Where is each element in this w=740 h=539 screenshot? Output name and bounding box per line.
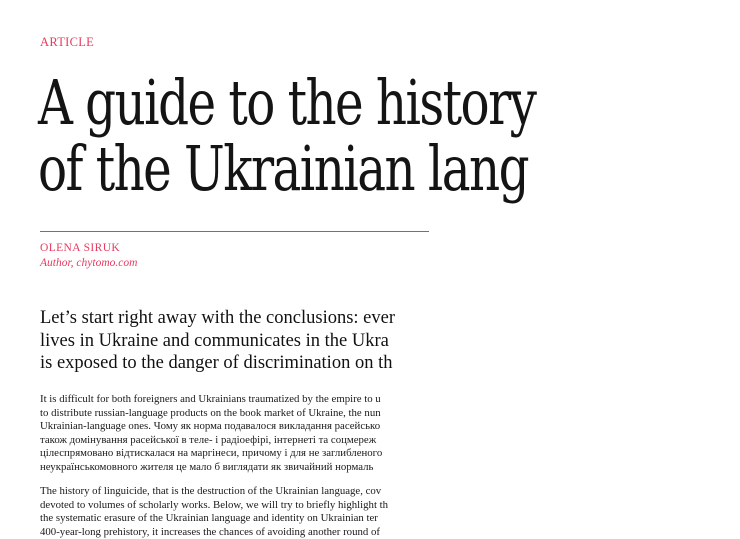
body-line: the systematic erasure of the Ukrainian language and identity on Ukrainian ter bbox=[40, 512, 378, 525]
article-lead bbox=[40, 307, 740, 375]
title-divider bbox=[40, 231, 429, 232]
body-line: 400-year-long prehistory, it increases the chances of avoiding another round of bbox=[40, 525, 380, 538]
body-line: to distribute russian-language products on the book market of Ukraine, the nun bbox=[40, 406, 381, 419]
body-line: цілеспрямовано відтискалася на маргінеси, причому і для не заглибленого bbox=[40, 447, 383, 460]
body-paragraph-1 bbox=[40, 393, 740, 475]
lead-line: Let’s start right away with the conclusions: ever bbox=[40, 308, 396, 328]
body-line: The history of linguicide, that is the destruction of the Ukrainian language, cov bbox=[40, 485, 382, 497]
lead-line: lives in Ukraine and communicates in the Ukra bbox=[40, 330, 389, 351]
body-paragraph-2 bbox=[40, 485, 740, 539]
body-line: неукраїнськомовного жителя це мало б виглядати як звичайний нормаль bbox=[40, 460, 374, 473]
author-name-link[interactable]: OLENA SIRUK bbox=[40, 242, 121, 254]
body-line: It is difficult for both foreigners and Ukrainians traumatized by the empire to u bbox=[40, 393, 381, 405]
article-title-line: A guide to the history bbox=[38, 66, 536, 139]
body-line: devoted to volumes of scholarly works. Below, we will try to briefly highlight th bbox=[40, 498, 389, 511]
article-title bbox=[38, 66, 584, 205]
article-category-label: ARTICLE bbox=[40, 35, 95, 49]
article-page bbox=[38, 0, 536, 538]
author-role: Author, chytomo.com bbox=[40, 257, 138, 269]
lead-line: is exposed to the danger of discrimination on th bbox=[40, 353, 393, 373]
article-title-line: of the Ukrainian lang bbox=[38, 132, 529, 205]
body-line: також домінування расейської в теле- і радіоефірі, інтернеті та соцмереж bbox=[40, 433, 377, 446]
body-line: Ukrainian-language ones. Чому як норма подавалося викладання расейсько bbox=[40, 420, 381, 433]
